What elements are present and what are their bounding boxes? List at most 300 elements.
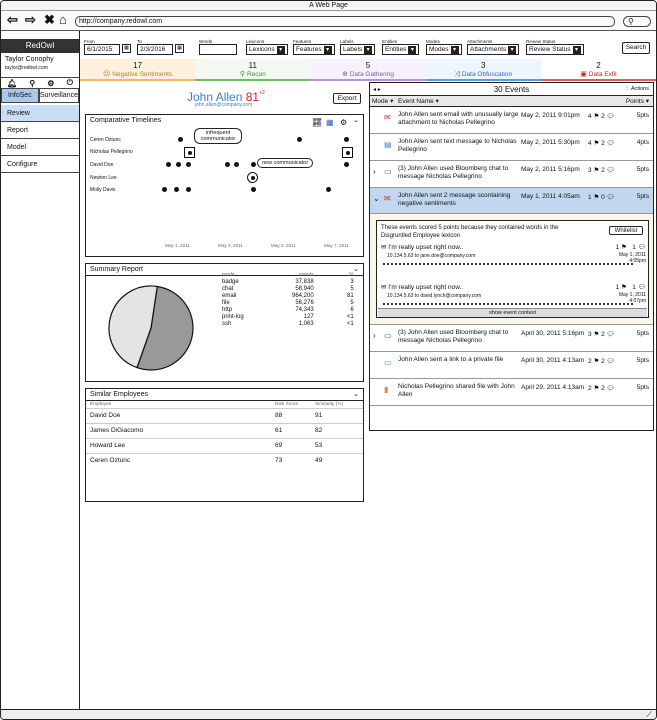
summary-pct: 5 bbox=[350, 300, 354, 306]
event-dot[interactable] bbox=[225, 162, 230, 167]
flag-count: 4 bbox=[588, 113, 592, 120]
gear-icon[interactable]: ⚙ bbox=[47, 78, 55, 88]
comment-icon[interactable]: 💬︎ bbox=[637, 244, 646, 251]
col-event-header[interactable]: Event Name ▾ bbox=[398, 98, 439, 105]
modes-label: Modes bbox=[426, 39, 440, 44]
highlighted-event[interactable] bbox=[342, 147, 353, 158]
tab-label: Data Exfil bbox=[588, 71, 617, 78]
event-date: May 2, 2011 5:30pm bbox=[521, 139, 580, 146]
event-counts bbox=[588, 384, 615, 392]
event-date: April 30, 2011 5:16pm bbox=[521, 330, 585, 337]
labels-label: Labels bbox=[340, 39, 354, 44]
message-route: 10.134.5.63 to jane.doe@company.com bbox=[387, 253, 476, 259]
tab-count: 17 bbox=[133, 61, 143, 70]
summary-events: 1,063 bbox=[298, 321, 314, 327]
comment-icon[interactable]: 💬︎ bbox=[606, 331, 615, 338]
words-filter bbox=[199, 39, 237, 55]
gear-icon[interactable]: ⚙ bbox=[340, 118, 348, 127]
review-status-label: Review Status bbox=[526, 39, 556, 44]
risk-score: 69 bbox=[271, 438, 311, 453]
grid-view-icon[interactable]: ▦ bbox=[326, 118, 334, 127]
user-info bbox=[5, 55, 54, 73]
tab-count: 3 bbox=[480, 61, 486, 70]
tab-infosec[interactable]: InfoSec bbox=[1, 89, 39, 103]
calendar-icon[interactable]: ▦ bbox=[175, 44, 184, 53]
user-icon-row bbox=[1, 77, 79, 89]
comment-count: 2 bbox=[601, 113, 605, 120]
timeline-person: David Doe bbox=[90, 162, 114, 168]
timeline-date: May 3, 2011 bbox=[218, 243, 243, 248]
summary-pct: 81 bbox=[347, 293, 354, 299]
similarity: 49 bbox=[311, 453, 363, 468]
col-points-header[interactable]: Points ▾ bbox=[625, 98, 649, 105]
events-panel bbox=[369, 82, 654, 431]
tab-data-obfuscation[interactable] bbox=[426, 59, 541, 81]
tab-label: Data Obfuscation bbox=[461, 71, 513, 78]
summary-row bbox=[220, 300, 356, 307]
message-preview bbox=[383, 303, 633, 306]
modes-dropdown[interactable]: Modes ▾ bbox=[426, 44, 462, 55]
event-dot[interactable] bbox=[326, 187, 331, 192]
tab-count: 2 bbox=[596, 61, 601, 70]
flag-count: 2 bbox=[588, 385, 592, 392]
event-points: 5pts bbox=[636, 384, 649, 391]
tab-label: Data Gathering bbox=[349, 71, 394, 78]
chat-icon: ▭ bbox=[384, 167, 392, 176]
event-counts bbox=[588, 166, 615, 174]
export-button[interactable]: Export bbox=[333, 93, 361, 104]
event-date: May 1, 2011 4:05am bbox=[521, 193, 580, 200]
reason-text: These events scored 5 points because they contained words in the Disgruntled Employee lexicon bbox=[381, 225, 559, 239]
entities-label: Entities bbox=[382, 39, 398, 44]
event-name: (3) John Allen used Bloomberg chat to message Nicholas Pellegrino bbox=[398, 329, 509, 344]
message-subject: I'm really upset right now.. bbox=[388, 244, 464, 251]
table-row[interactable] bbox=[86, 423, 363, 438]
search-icon: ⚲ bbox=[628, 17, 634, 26]
chevron-right-icon[interactable]: › bbox=[373, 331, 376, 340]
url-bar[interactable]: http://company.redowl.com bbox=[75, 16, 615, 27]
event-row[interactable] bbox=[370, 161, 653, 188]
summary-events: 58,940 bbox=[295, 286, 314, 292]
from-label: From bbox=[84, 39, 95, 44]
to-date-field[interactable]: 2/3/2016 bbox=[137, 44, 173, 55]
message-item[interactable] bbox=[381, 283, 646, 309]
comment-icon[interactable]: 💬︎ bbox=[606, 167, 615, 174]
event-dot[interactable] bbox=[251, 162, 256, 167]
nav-configure[interactable]: Configure bbox=[1, 156, 79, 173]
entities-dropdown[interactable]: Entities ▾ bbox=[382, 44, 419, 55]
events-header bbox=[370, 96, 653, 107]
employee-name: Ceren Oztunc bbox=[86, 453, 271, 468]
message-day: May 1, 2011 bbox=[618, 292, 646, 298]
email-icon: ✉ bbox=[381, 284, 387, 291]
event-date: April 30, 2011 4:13am bbox=[521, 357, 585, 364]
chevron-down-icon[interactable]: ⌄ bbox=[373, 194, 380, 203]
actions-menu[interactable] bbox=[624, 83, 649, 96]
event-date: May 2, 2011 5:16pm bbox=[521, 166, 580, 173]
flag-icon[interactable]: ⚑ bbox=[593, 358, 600, 365]
lexicons-filter bbox=[246, 39, 288, 55]
employee-name: James DiGiacomo bbox=[86, 423, 271, 438]
review-status-filter bbox=[526, 39, 584, 55]
entities-filter bbox=[382, 39, 419, 55]
resize-grip-icon[interactable]: ⟋ bbox=[646, 710, 652, 719]
summary-table bbox=[220, 272, 356, 328]
comment-icon[interactable]: 💬︎ bbox=[606, 385, 615, 392]
lexicons-dropdown[interactable]: Lexicons ▾ bbox=[246, 44, 288, 55]
risk-score: 88 bbox=[271, 408, 311, 423]
flag-icon[interactable]: ⚑ bbox=[593, 331, 600, 338]
tab-count: 5 bbox=[365, 61, 371, 70]
flag-count: 2 bbox=[588, 358, 592, 365]
chevron-down-icon[interactable]: ⌄ bbox=[353, 266, 359, 273]
features-filter bbox=[293, 39, 335, 55]
event-name: Nicholas Pellegrino shared file with John Allen bbox=[398, 383, 515, 398]
highlighted-event[interactable] bbox=[184, 147, 195, 158]
modes-filter bbox=[426, 39, 462, 55]
summary-events: 37,838 bbox=[295, 279, 314, 285]
summary-pct: 5 bbox=[350, 286, 354, 292]
table-row[interactable] bbox=[86, 408, 363, 423]
event-dot[interactable] bbox=[162, 187, 167, 192]
comment-icon[interactable]: 💬︎ bbox=[606, 194, 615, 201]
tab-label: Negative Sentiments bbox=[112, 71, 173, 78]
timeline-date: May 7, 2011 bbox=[324, 243, 349, 248]
left-nav bbox=[1, 105, 79, 173]
event-name: John Allen sent 2 message scontaining negative sentiments bbox=[398, 192, 511, 207]
message-counts bbox=[616, 283, 646, 291]
event-row[interactable] bbox=[370, 379, 653, 406]
search-icon[interactable]: ⚲ bbox=[29, 78, 36, 88]
tab-recon[interactable] bbox=[195, 59, 310, 81]
highlighted-event[interactable] bbox=[247, 172, 258, 183]
flag-count: 4 bbox=[588, 140, 592, 147]
message-subject: I'm really upset right now.. bbox=[388, 284, 464, 291]
event-dot[interactable] bbox=[176, 162, 181, 167]
flag-icon[interactable]: ⚑ bbox=[593, 385, 600, 392]
nav-report[interactable]: Report bbox=[1, 122, 79, 139]
event-points: 5pts bbox=[636, 193, 649, 200]
table-row[interactable] bbox=[86, 438, 363, 453]
summary-pie-chart bbox=[106, 283, 196, 373]
timeline-person: Ceren Oztunc bbox=[90, 137, 121, 143]
comment-icon[interactable]: 💬︎ bbox=[637, 284, 646, 291]
words-label: Words bbox=[199, 39, 213, 44]
sad-face-icon: ☹ bbox=[102, 71, 113, 78]
summary-events: 964,200 bbox=[291, 293, 314, 299]
timeline-date: May 5, 2011 bbox=[271, 243, 296, 248]
bell-icon[interactable]: 🔔︎ bbox=[7, 78, 18, 88]
chevron-down-icon[interactable]: ⌄ bbox=[353, 117, 359, 124]
event-name: John Allen sent a link to a private file bbox=[398, 356, 504, 363]
calendar-icon[interactable]: ▦ bbox=[122, 44, 131, 53]
tab-data-gathering[interactable] bbox=[310, 59, 425, 81]
event-points: 4pts bbox=[636, 139, 649, 146]
summary-events: 127 bbox=[303, 314, 314, 320]
comment-icon[interactable]: 💬︎ bbox=[606, 358, 615, 365]
chevron-down-icon[interactable]: ⌄ bbox=[353, 391, 359, 398]
event-name: John Allen sent text message to Nicholas Pellegrino bbox=[398, 138, 517, 153]
file-icon: ▮ bbox=[384, 385, 389, 394]
from-filter bbox=[84, 39, 131, 55]
document-icon: ▤ bbox=[384, 140, 392, 149]
flag-icon[interactable]: ⚑ bbox=[621, 244, 627, 251]
comment-count: 2 bbox=[601, 140, 605, 147]
app-brand: RedOwl bbox=[1, 39, 79, 53]
summary-row bbox=[220, 321, 356, 328]
timelines-panel bbox=[85, 114, 364, 257]
prev-icon[interactable]: ◂ bbox=[373, 87, 377, 93]
flag-count: 3 bbox=[588, 331, 592, 338]
message-route: 10.134.5.63 to david.lynch@company.com bbox=[387, 293, 482, 299]
email-icon: ✉ bbox=[384, 113, 391, 122]
similarity: 53 bbox=[311, 438, 363, 453]
nav-review[interactable]: Review bbox=[1, 105, 79, 122]
email-icon: ✉ bbox=[384, 194, 391, 203]
event-counts bbox=[588, 193, 615, 201]
chat-icon: ▭ bbox=[384, 331, 392, 340]
message-counts bbox=[616, 243, 646, 251]
event-points: 5pts bbox=[636, 166, 649, 173]
event-dot[interactable] bbox=[297, 137, 302, 142]
to-label: To bbox=[137, 39, 142, 44]
event-row[interactable] bbox=[370, 352, 653, 379]
event-name: (3) John Allen used Bloomberg chat to message Nicholas Pellegrino bbox=[398, 165, 509, 180]
flag-count: 1 bbox=[615, 244, 620, 251]
tab-count: 11 bbox=[248, 61, 257, 70]
features-dropdown[interactable]: Features ▾ bbox=[293, 44, 335, 55]
col-mode: mode bbox=[222, 272, 235, 278]
search-button[interactable]: Search bbox=[622, 42, 650, 54]
message-day: May 1, 2011 bbox=[618, 252, 646, 258]
line-chart-icon[interactable]: 📈︎ bbox=[312, 118, 323, 127]
event-dot[interactable] bbox=[186, 162, 191, 167]
user-name: Taylor Conophy bbox=[5, 56, 54, 63]
summary-pct: <1 bbox=[346, 321, 354, 327]
tab-surveillance[interactable]: Surveillance bbox=[39, 89, 79, 103]
event-row[interactable] bbox=[370, 134, 653, 161]
comment-count: 2 bbox=[601, 167, 605, 174]
labels-dropdown[interactable]: Labels ▾ bbox=[340, 44, 375, 55]
flag-count: 3 bbox=[588, 167, 592, 174]
col-risk: Risk Score bbox=[275, 401, 299, 407]
message-time: 4:05pm bbox=[629, 258, 646, 264]
timelines-header bbox=[86, 115, 363, 127]
labels-filter bbox=[340, 39, 375, 55]
forward-arrow-icon[interactable]: ⇨ bbox=[25, 12, 36, 27]
event-dot[interactable] bbox=[344, 137, 349, 142]
summary-pct: 3 bbox=[350, 279, 354, 285]
event-dot[interactable] bbox=[178, 137, 183, 142]
summary-mode: file bbox=[222, 300, 230, 306]
events-count-title: 30 Events bbox=[493, 85, 530, 94]
message-subject-row bbox=[381, 243, 463, 251]
comment-count: 1 bbox=[632, 284, 636, 291]
comment-count: 2 bbox=[601, 358, 605, 365]
summary-title: Summary Report bbox=[90, 266, 143, 273]
risk-score: 73 bbox=[271, 453, 311, 468]
gather-icon: ⊕ bbox=[342, 71, 350, 78]
event-date: May 2, 2011 9:01pm bbox=[521, 112, 580, 119]
left-tabs bbox=[1, 89, 79, 103]
event-counts bbox=[588, 139, 615, 147]
summary-mode: print-log bbox=[222, 314, 244, 320]
summary-pct: <1 bbox=[346, 314, 354, 320]
employee-name: David Doe bbox=[86, 408, 271, 423]
message-subject-row bbox=[381, 283, 463, 291]
events-toolbar bbox=[370, 83, 653, 96]
events-list bbox=[370, 107, 653, 406]
annotation-new: new communicator bbox=[257, 158, 313, 168]
event-row[interactable] bbox=[370, 325, 653, 352]
event-counts bbox=[588, 112, 615, 120]
timeline-person: Nicholas Pellegrino bbox=[90, 149, 133, 155]
event-dot[interactable] bbox=[344, 162, 349, 167]
col-similarity: Similarity (%) bbox=[315, 401, 344, 407]
table-row[interactable] bbox=[86, 453, 363, 468]
words-input[interactable] bbox=[199, 44, 237, 55]
summary-mode: ssh bbox=[222, 321, 232, 327]
kebab-icon: ⋮ bbox=[624, 86, 630, 92]
event-dot[interactable] bbox=[186, 187, 191, 192]
event-counts bbox=[588, 330, 615, 338]
event-points: 5pts bbox=[636, 112, 649, 119]
timelines-title: Comparative Timelines bbox=[90, 117, 162, 124]
review-status-dropdown[interactable]: Review Status ▾ bbox=[526, 44, 584, 55]
flag-icon[interactable]: ⚑ bbox=[593, 167, 600, 174]
nav-model[interactable]: Model bbox=[1, 139, 79, 156]
shuffle-icon: ⤨ bbox=[454, 71, 462, 78]
comment-count: 1 bbox=[632, 244, 636, 251]
monitor-icon: ▭ bbox=[384, 358, 392, 367]
summary-mode: http bbox=[222, 307, 233, 313]
category-tabs bbox=[80, 59, 656, 81]
comment-count: 2 bbox=[601, 385, 605, 392]
email-icon: ✉ bbox=[381, 244, 387, 251]
similar-title: Similar Employees bbox=[90, 391, 148, 398]
home-icon[interactable]: ⌂ bbox=[59, 12, 67, 27]
summary-mode: badge bbox=[222, 279, 239, 285]
to-filter bbox=[137, 39, 184, 55]
expanded-event-detail bbox=[370, 214, 653, 325]
comment-count: 2 bbox=[601, 331, 605, 338]
power-icon[interactable]: ⏻ bbox=[66, 78, 73, 87]
summary-events: 74,343 bbox=[295, 307, 314, 313]
summary-row bbox=[220, 307, 356, 314]
pager-arrows[interactable] bbox=[373, 86, 381, 93]
flag-count: 1 bbox=[615, 284, 620, 291]
back-arrow-icon[interactable]: ⇦ bbox=[7, 12, 18, 27]
col-events: events bbox=[298, 272, 314, 278]
magnifier-icon: ⚲ bbox=[239, 71, 247, 78]
user-email: taylor@redowl.com bbox=[5, 65, 48, 71]
profile-name: John Allen bbox=[187, 90, 243, 104]
summary-row bbox=[220, 279, 356, 286]
from-date-field[interactable]: 6/1/2015 bbox=[84, 44, 120, 55]
flag-count: 1 bbox=[588, 194, 592, 201]
tab-label: Recon bbox=[246, 71, 266, 78]
event-counts bbox=[588, 357, 615, 365]
summary-events: 56,276 bbox=[295, 300, 314, 306]
summary-panel bbox=[85, 263, 364, 382]
flag-icon[interactable]: ⚑ bbox=[593, 194, 600, 201]
timeline-person: Molly Davis bbox=[90, 187, 116, 193]
similar-header bbox=[86, 389, 363, 401]
flag-icon[interactable]: ⚑ bbox=[593, 140, 600, 147]
attachments-dropdown[interactable]: Attachments ▾ bbox=[467, 44, 519, 55]
reason-box bbox=[376, 220, 649, 318]
comment-icon[interactable]: 💬︎ bbox=[606, 140, 615, 147]
event-dot[interactable] bbox=[251, 187, 256, 192]
comment-count: 0 bbox=[601, 194, 605, 201]
risk-score: 61 bbox=[271, 423, 311, 438]
event-dot[interactable] bbox=[166, 162, 171, 167]
event-dot[interactable] bbox=[234, 162, 239, 167]
col-employee: Employee bbox=[90, 401, 112, 407]
comment-icon[interactable]: 💬︎ bbox=[606, 113, 615, 120]
col-points-label: Points bbox=[625, 98, 644, 105]
whitelist-button[interactable]: Whitelist bbox=[609, 226, 643, 235]
event-points: 5pts bbox=[636, 357, 649, 364]
tab-data-exfil[interactable] bbox=[541, 59, 656, 81]
message-item[interactable] bbox=[381, 243, 646, 269]
summary-pct: 6 bbox=[350, 307, 354, 313]
actions-label: Actions bbox=[630, 86, 649, 92]
similar-table bbox=[86, 401, 363, 468]
close-x-icon[interactable]: ✖ bbox=[44, 12, 55, 27]
status-bar bbox=[1, 709, 656, 719]
flag-icon[interactable]: ⚑ bbox=[593, 113, 600, 120]
summary-row bbox=[220, 314, 356, 321]
event-date: April 29, 2011 4:13am bbox=[521, 384, 585, 391]
sidebar-divider bbox=[79, 31, 80, 719]
filter-bar bbox=[81, 39, 656, 59]
similarity: 82 bbox=[311, 423, 363, 438]
attachments-label: Attachments bbox=[467, 39, 493, 44]
summary-row bbox=[220, 293, 356, 300]
similarity: 91 bbox=[311, 408, 363, 423]
summary-mode: email bbox=[222, 293, 237, 299]
next-icon[interactable]: ▸ bbox=[377, 87, 381, 93]
timeline-date: May 1, 2011 bbox=[165, 243, 190, 248]
message-time: 4:07pm bbox=[629, 298, 646, 304]
event-row[interactable] bbox=[370, 188, 653, 214]
features-label: Features bbox=[293, 39, 312, 44]
summary-mode: chat bbox=[222, 286, 234, 292]
chevron-right-icon[interactable]: › bbox=[373, 167, 376, 176]
summary-row bbox=[220, 286, 356, 293]
browser-search-button[interactable] bbox=[623, 16, 651, 27]
col-pct: % bbox=[349, 272, 354, 278]
window-title: A Web Page bbox=[1, 1, 656, 11]
employee-name: Howard Lee bbox=[86, 438, 271, 453]
col-mode-header[interactable]: Mode ▾ bbox=[372, 98, 394, 105]
annotation-infrequent: infrequent communicator bbox=[194, 128, 242, 144]
flag-icon[interactable]: ⚑ bbox=[621, 284, 627, 291]
col-event-label: Event Name bbox=[398, 98, 434, 105]
briefcase-icon: ▣ bbox=[580, 71, 589, 78]
profile-email: john.allen@company.com bbox=[195, 102, 253, 108]
message-preview bbox=[383, 263, 633, 266]
similar-panel bbox=[85, 388, 364, 502]
event-dot[interactable] bbox=[174, 187, 179, 192]
event-points: 5pts bbox=[636, 330, 649, 337]
event-name: John Allen sent email with unusually large attachment to Nicholas Pellegrino bbox=[398, 111, 519, 126]
browser-navbar bbox=[1, 11, 656, 31]
show-event-context-button[interactable]: show event context bbox=[378, 308, 647, 317]
tab-negative-sentiments[interactable] bbox=[80, 59, 195, 81]
event-row[interactable] bbox=[370, 107, 653, 134]
